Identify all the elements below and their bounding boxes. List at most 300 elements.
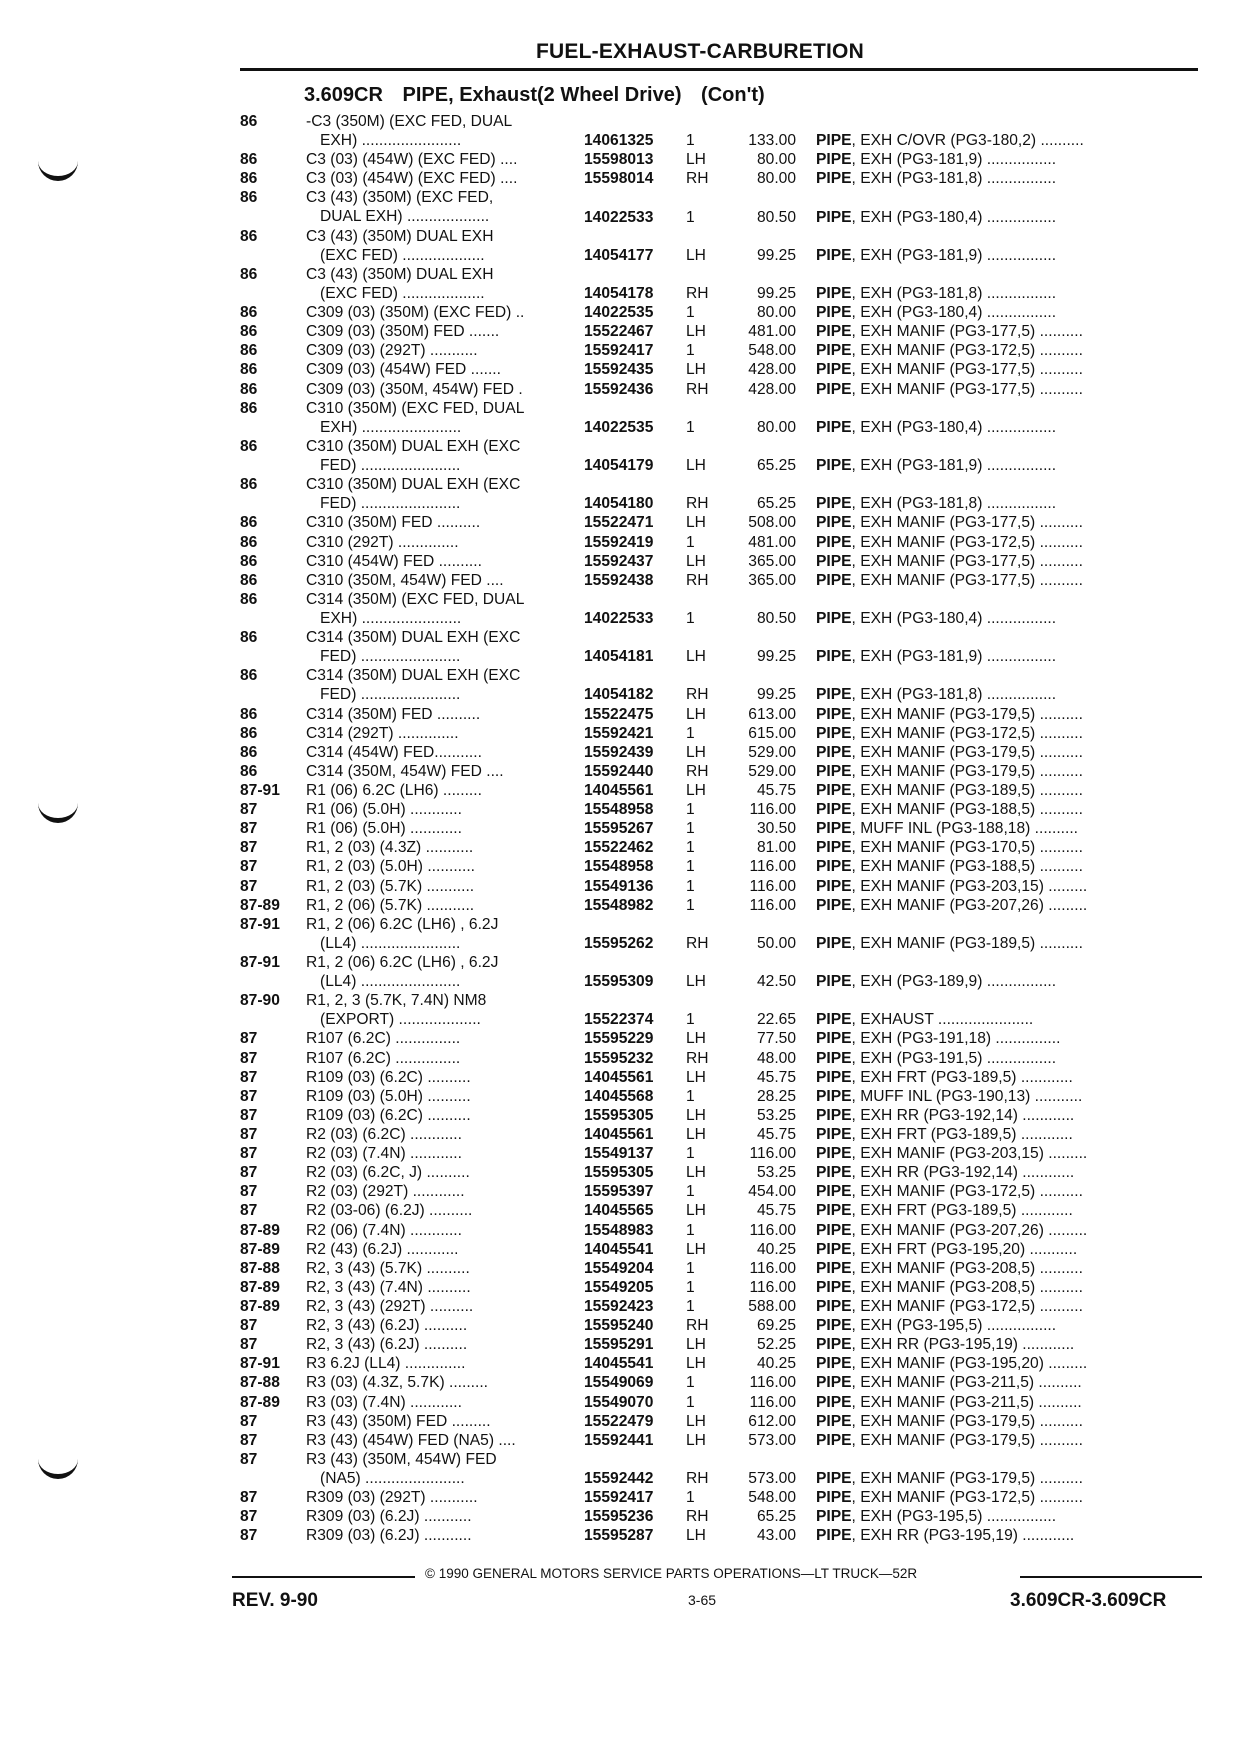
parts-row (240, 1259, 1200, 1278)
part-name-keyword: PIPE (816, 1011, 852, 1029)
part-name (796, 1297, 1200, 1316)
quantity-or-side: RH (686, 1049, 709, 1067)
part-name-keyword: PIPE (816, 1431, 852, 1449)
application-description (306, 380, 584, 399)
model-year: 87 (240, 877, 258, 895)
description-line: C309 (03) (350M) (EXC FED) .. (306, 304, 525, 322)
description-continuation: EXH) ....................... (320, 418, 462, 436)
application-description (306, 360, 584, 379)
part-name (796, 609, 1200, 628)
parts-row (240, 1201, 1200, 1220)
parts-row (240, 1507, 1200, 1526)
part-name-detail: , EXH (PG3-180,4) ................ (851, 208, 1057, 226)
model-year: 86 (240, 380, 258, 398)
application-description (306, 150, 584, 169)
part-name (796, 1393, 1200, 1412)
part-name (796, 1182, 1200, 1201)
binder-hole-mark (38, 1456, 78, 1479)
application-description (306, 112, 584, 150)
part-details (584, 762, 1200, 781)
part-name (796, 1087, 1200, 1106)
part-details (584, 456, 1200, 475)
model-year: 86 (240, 476, 258, 494)
parts-row (240, 628, 1200, 666)
part-name-keyword: PIPE (816, 552, 852, 570)
description-line: R2, 3 (43) (6.2J) .......... (306, 1317, 468, 1335)
application-description (306, 896, 584, 915)
part-name (796, 877, 1200, 896)
list-price: 80.50 (756, 208, 796, 226)
application-description (306, 1240, 584, 1259)
description-line: R107 (6.2C) ............... (306, 1030, 461, 1048)
application-description (306, 1068, 584, 1087)
description-continuation: (LL4) ....................... (320, 972, 461, 990)
part-name (796, 1240, 1200, 1259)
model-year: 86 (240, 170, 258, 188)
part-details (584, 1469, 1200, 1488)
part-name (796, 1469, 1200, 1488)
quantity-or-side: LH (686, 781, 706, 799)
part-name-keyword: PIPE (816, 973, 852, 991)
list-price: 77.50 (756, 1030, 796, 1048)
part-name (796, 552, 1200, 571)
application-description (306, 1393, 584, 1412)
part-details (584, 1182, 1200, 1201)
part-name (796, 800, 1200, 819)
quantity-or-side: RH (686, 686, 709, 704)
description-line: C309 (03) (292T) ........... (306, 342, 478, 360)
description-continuation: EXH) ....................... (320, 609, 462, 627)
list-price: 52.25 (756, 1336, 796, 1354)
list-price: 615.00 (748, 724, 796, 742)
part-name (796, 418, 1200, 437)
model-year: 87 (240, 839, 258, 857)
part-number: 15595287 (584, 1527, 654, 1545)
part-details (584, 609, 1200, 628)
part-name-detail: , EXH FRT (PG3-189,5) ............ (851, 1202, 1073, 1220)
part-details (584, 322, 1200, 341)
part-number: 15595240 (584, 1317, 654, 1335)
quantity-or-side: 1 (686, 724, 695, 742)
part-details (584, 552, 1200, 571)
part-name (796, 1068, 1200, 1087)
model-year: 87 (240, 1317, 258, 1335)
part-number: 15522374 (584, 1011, 654, 1029)
part-name-detail: , EXH MANIF (PG3-179,5) .......... (851, 743, 1083, 761)
part-name-keyword: PIPE (816, 418, 852, 436)
description-continuation: FED) ....................... (320, 648, 461, 666)
part-name-detail: , MUFF INL (PG3-190,13) ........... (851, 1087, 1083, 1105)
list-price: 99.25 (756, 246, 796, 264)
part-name-detail: , EXH (PG3-195,5) ................ (851, 1508, 1057, 1526)
model-year: 86 (240, 113, 258, 130)
part-details (584, 208, 1200, 227)
description-line: C314 (350M, 454W) FED .... (306, 762, 504, 780)
part-name-keyword: PIPE (816, 820, 852, 838)
list-price: 116.00 (749, 801, 796, 819)
part-name-detail: , EXH MANIF (PG3-208,5) .......... (851, 1259, 1083, 1277)
part-name-keyword: PIPE (816, 1355, 852, 1373)
part-name-detail: , EXH (PG3-180,4) ................ (851, 304, 1057, 322)
description-continuation: (EXC FED) ................... (320, 246, 485, 264)
parts-row (240, 1068, 1200, 1087)
parts-list (240, 112, 1200, 1545)
description-line: C3 (43) (350M) DUAL EXH (306, 265, 494, 283)
part-name-keyword: PIPE (816, 781, 852, 799)
part-name-keyword: PIPE (816, 1469, 852, 1487)
part-name-keyword: PIPE (816, 743, 852, 761)
parts-row (240, 437, 1200, 475)
part-number: 15595236 (584, 1508, 654, 1526)
quantity-or-side: RH (686, 571, 709, 589)
part-number: 15595262 (584, 934, 654, 952)
part-name-keyword: PIPE (816, 533, 852, 551)
part-number: 15548958 (584, 801, 654, 819)
list-price: 481.00 (748, 323, 796, 341)
description-line: C310 (454W) FED .......... (306, 552, 482, 570)
quantity-or-side: LH (686, 361, 706, 379)
model-year: 86 (240, 724, 258, 742)
part-name-keyword: PIPE (816, 1068, 852, 1086)
part-name-keyword: PIPE (816, 705, 852, 723)
part-number: 14045561 (584, 1068, 654, 1086)
application-description (306, 1201, 584, 1220)
parts-row (240, 399, 1200, 437)
parts-row (240, 915, 1200, 953)
model-year: 87-89 (240, 1393, 280, 1411)
list-price: 116.00 (749, 877, 796, 895)
description-line: R109 (03) (6.2C) .......... (306, 1106, 471, 1124)
model-year: 87 (240, 1450, 258, 1468)
part-number: 14045541 (584, 1240, 654, 1258)
quantity-or-side: LH (686, 1126, 706, 1143)
part-name-keyword: PIPE (816, 1221, 852, 1239)
parts-row (240, 1526, 1200, 1545)
part-name-detail: , EXH (PG3-181,9) ................ (851, 648, 1057, 666)
parts-row (240, 781, 1200, 800)
model-year: 87 (240, 1030, 258, 1048)
quantity-or-side: 1 (686, 1183, 695, 1201)
part-name (796, 1526, 1200, 1545)
parts-row (240, 1144, 1200, 1163)
part-name-detail: , EXH MANIF (PG3-189,5) .......... (851, 781, 1083, 799)
part-number: 15548982 (584, 896, 654, 914)
part-name (796, 934, 1200, 953)
application-description (306, 571, 584, 590)
part-number: 14054181 (584, 648, 654, 666)
part-name (796, 150, 1200, 169)
part-number: 15592442 (584, 1469, 654, 1487)
parts-row (240, 322, 1200, 341)
application-description (306, 1450, 584, 1488)
list-price: 529.00 (748, 762, 796, 780)
description-line: R1, 2 (06) 6.2C (LH6) , 6.2J (306, 953, 499, 971)
part-details (584, 724, 1200, 743)
part-number: 15595232 (584, 1049, 654, 1067)
part-name (796, 762, 1200, 781)
model-year: 87-89 (240, 1278, 280, 1296)
part-number: 15549205 (584, 1278, 654, 1296)
list-price: 43.00 (756, 1527, 796, 1545)
application-description (306, 169, 584, 188)
description-line: R109 (03) (5.0H) .......... (306, 1087, 471, 1105)
list-price: 30.50 (756, 820, 796, 838)
part-number: 15598013 (584, 151, 654, 169)
list-price: 116.00 (749, 896, 796, 914)
quantity-or-side: 1 (686, 1489, 695, 1507)
quantity-or-side: 1 (686, 208, 695, 226)
model-year: 86 (240, 399, 258, 417)
part-name-keyword: PIPE (816, 1317, 852, 1335)
application-description (306, 1431, 584, 1450)
list-price: 65.25 (756, 495, 796, 513)
part-name-detail: , MUFF INL (PG3-188,18) .......... (851, 820, 1078, 838)
footer-rule (232, 1576, 415, 1578)
description-line: R1 (06) 6.2C (LH6) ......... (306, 781, 482, 799)
part-number: 15549070 (584, 1393, 654, 1411)
section-heading (304, 84, 779, 107)
application-description (306, 227, 584, 265)
application-description (306, 1087, 584, 1106)
description-line: C310 (350M) DUAL EXH (EXC (306, 437, 521, 455)
part-name-keyword: PIPE (816, 514, 852, 532)
list-price: 529.00 (748, 743, 796, 761)
quantity-or-side: LH (686, 1106, 706, 1124)
model-year: 86 (240, 590, 258, 608)
model-year: 87 (240, 1087, 258, 1105)
part-number: 14045561 (584, 781, 654, 799)
part-name-keyword: PIPE (816, 1412, 852, 1430)
description-line: C309 (03) (350M) FED ....... (306, 323, 500, 341)
part-name-detail: , EXH MANIF (PG3-172,5) .......... (851, 533, 1083, 551)
quantity-or-side: LH (686, 1336, 706, 1354)
description-continuation: EXH) ....................... (320, 132, 462, 149)
application-description (306, 1182, 584, 1201)
model-year: 86 (240, 571, 258, 589)
application-description (306, 188, 584, 226)
model-year: 86 (240, 437, 258, 455)
quantity-or-side: LH (686, 1030, 706, 1048)
quantity-or-side: 1 (686, 858, 695, 876)
parts-row (240, 1221, 1200, 1240)
part-name-detail: , EXH MANIF (PG3-195,20) ......... (851, 1355, 1088, 1373)
description-line: C314 (292T) .............. (306, 724, 459, 742)
application-description (306, 781, 584, 800)
part-name-keyword: PIPE (816, 1164, 852, 1182)
list-price: 116.00 (749, 1278, 796, 1296)
part-number: 14054180 (584, 495, 654, 513)
description-line: R309 (03) (6.2J) ........... (306, 1527, 472, 1545)
description-line: R1, 2, 3 (5.7K, 7.4N) NM8 (306, 992, 487, 1010)
application-description (306, 513, 584, 532)
application-description (306, 1507, 584, 1526)
quantity-or-side: LH (686, 1164, 706, 1182)
part-number: 15549137 (584, 1145, 654, 1163)
part-name (796, 322, 1200, 341)
part-number: 15592439 (584, 743, 654, 761)
application-description (306, 1373, 584, 1392)
quantity-or-side: 1 (686, 877, 695, 895)
application-description (306, 341, 584, 360)
part-name-detail: , EXH MANIF (PG3-172,5) .......... (851, 342, 1083, 360)
description-line: R2 (06) (7.4N) ............ (306, 1221, 462, 1239)
part-details (584, 705, 1200, 724)
list-price: 99.25 (756, 686, 796, 704)
quantity-or-side: LH (686, 1412, 706, 1430)
list-price: 45.75 (756, 1126, 796, 1143)
part-name-detail: , EXH MANIF (PG3-177,5) .......... (851, 571, 1083, 589)
description-continuation: FED) ....................... (320, 456, 461, 474)
application-description (306, 991, 584, 1029)
description-line: R1, 2 (06) 6.2C (LH6) , 6.2J (306, 915, 499, 933)
part-details (584, 1029, 1200, 1048)
part-details (584, 360, 1200, 379)
quantity-or-side: LH (686, 743, 706, 761)
section-title: PIPE, Exhaust(2 Wheel Drive) (402, 84, 682, 106)
part-name-detail: , EXH MANIF (PG3-179,5) .......... (851, 705, 1083, 723)
description-line: C310 (350M) FED .......... (306, 514, 481, 532)
model-year: 86 (240, 304, 258, 322)
part-name-detail: , EXH MANIF (PG3-172,5) .......... (851, 1297, 1083, 1315)
part-name-keyword: PIPE (816, 495, 852, 513)
list-price: 45.75 (756, 781, 796, 799)
description-line: C3 (43) (350M) (EXC FED, (306, 189, 494, 207)
application-description (306, 743, 584, 762)
parts-row (240, 380, 1200, 399)
description-line: R107 (6.2C) ............... (306, 1049, 461, 1067)
description-continuation: FED) ....................... (320, 686, 461, 704)
footer-rule (1020, 1576, 1202, 1578)
description-line: C309 (03) (454W) FED ....... (306, 361, 501, 379)
model-year: 86 (240, 667, 258, 685)
part-name-keyword: PIPE (816, 380, 852, 398)
part-name-detail: , EXHAUST ...................... (851, 1011, 1034, 1029)
application-description (306, 1163, 584, 1182)
application-description (306, 819, 584, 838)
part-name-detail: , EXH (PG3-195,5) ................ (851, 1317, 1057, 1335)
part-number: 14045565 (584, 1202, 654, 1220)
application-description (306, 762, 584, 781)
parts-row (240, 991, 1200, 1029)
model-year: 87-90 (240, 992, 280, 1010)
list-price: 80.00 (756, 151, 796, 169)
description-line: -C3 (350M) (EXC FED, DUAL (306, 113, 513, 130)
part-number: 14022533 (584, 609, 654, 627)
quantity-or-side: LH (686, 1202, 706, 1220)
part-name-detail: , EXH RR (PG3-192,14) ............ (851, 1164, 1075, 1182)
part-number: 15595291 (584, 1336, 654, 1354)
section-range: 3.609CR-3.609CR (1010, 1590, 1167, 1611)
part-name-detail: , EXH MANIF (PG3-179,5) .......... (851, 1412, 1083, 1430)
part-number: 15595305 (584, 1164, 654, 1182)
list-price: 65.25 (756, 457, 796, 475)
model-year: 87-89 (240, 1297, 280, 1315)
list-price: 428.00 (748, 361, 796, 379)
part-name (796, 857, 1200, 876)
part-name-keyword: PIPE (816, 361, 852, 379)
quantity-or-side: 1 (686, 896, 695, 914)
part-details (584, 513, 1200, 532)
part-name-detail: , EXH MANIF (PG3-172,5) .......... (851, 1183, 1083, 1201)
parts-row (240, 800, 1200, 819)
quantity-or-side: RH (686, 380, 709, 398)
part-number: 15592440 (584, 762, 654, 780)
parts-row (240, 552, 1200, 571)
application-description (306, 1125, 584, 1144)
application-description (306, 1049, 584, 1068)
part-name (796, 169, 1200, 188)
parts-row (240, 1488, 1200, 1507)
part-name-keyword: PIPE (816, 571, 852, 589)
application-description (306, 475, 584, 513)
parts-row (240, 475, 1200, 513)
part-number: 14054182 (584, 686, 654, 704)
part-number: 15548983 (584, 1221, 654, 1239)
part-name-detail: , EXH MANIF (PG3-170,5) .......... (851, 839, 1083, 857)
model-year: 87-88 (240, 1259, 280, 1277)
part-name-keyword: PIPE (816, 304, 852, 322)
part-details (584, 896, 1200, 915)
part-number: 15592419 (584, 533, 654, 551)
part-name (796, 571, 1200, 590)
list-price: 50.00 (756, 934, 796, 952)
quantity-or-side: RH (686, 762, 709, 780)
quantity-or-side: 1 (686, 839, 695, 857)
part-name-keyword: PIPE (816, 285, 852, 303)
part-details (584, 169, 1200, 188)
quantity-or-side: LH (686, 705, 706, 723)
description-line: R2, 3 (43) (292T) .......... (306, 1297, 474, 1315)
part-details (584, 934, 1200, 953)
model-year: 86 (240, 361, 258, 379)
part-details (584, 857, 1200, 876)
part-details (584, 877, 1200, 896)
part-name-keyword: PIPE (816, 801, 852, 819)
part-name-detail: , EXH (PG3-191,5) ................ (851, 1049, 1057, 1067)
part-details (584, 1393, 1200, 1412)
quantity-or-side: 1 (686, 342, 695, 360)
part-number: 15549204 (584, 1259, 654, 1277)
application-description (306, 915, 584, 953)
part-name-detail: , EXH MANIF (PG3-177,5) .......... (851, 380, 1083, 398)
model-year: 87-89 (240, 896, 280, 914)
quantity-or-side: LH (686, 246, 706, 264)
parts-row (240, 1278, 1200, 1297)
list-price: 454.00 (748, 1183, 796, 1201)
part-number: 15592436 (584, 380, 654, 398)
part-name-detail: , EXH MANIF (PG3-177,5) .......... (851, 323, 1083, 341)
part-details (584, 1068, 1200, 1087)
model-year: 87 (240, 1202, 258, 1220)
part-name-keyword: PIPE (816, 686, 852, 704)
part-name-detail: , EXH (PG3-181,9) ................ (851, 246, 1057, 264)
part-name (796, 1010, 1200, 1029)
description-line: C310 (350M) DUAL EXH (EXC (306, 476, 521, 494)
part-name-detail: , EXH MANIF (PG3-179,5) .......... (851, 762, 1083, 780)
quantity-or-side: LH (686, 514, 706, 532)
section-code: 3.609CR (304, 84, 383, 106)
part-name-keyword: PIPE (816, 858, 852, 876)
model-year: 87-91 (240, 1355, 280, 1373)
parts-row (240, 819, 1200, 838)
quantity-or-side: 1 (686, 1374, 695, 1392)
model-year: 87 (240, 1106, 258, 1124)
model-year: 87 (240, 1412, 258, 1430)
part-details (584, 1354, 1200, 1373)
part-name-detail: , EXH (PG3-181,9) ................ (851, 457, 1057, 475)
part-name-keyword: PIPE (816, 1030, 852, 1048)
part-name (796, 1029, 1200, 1048)
